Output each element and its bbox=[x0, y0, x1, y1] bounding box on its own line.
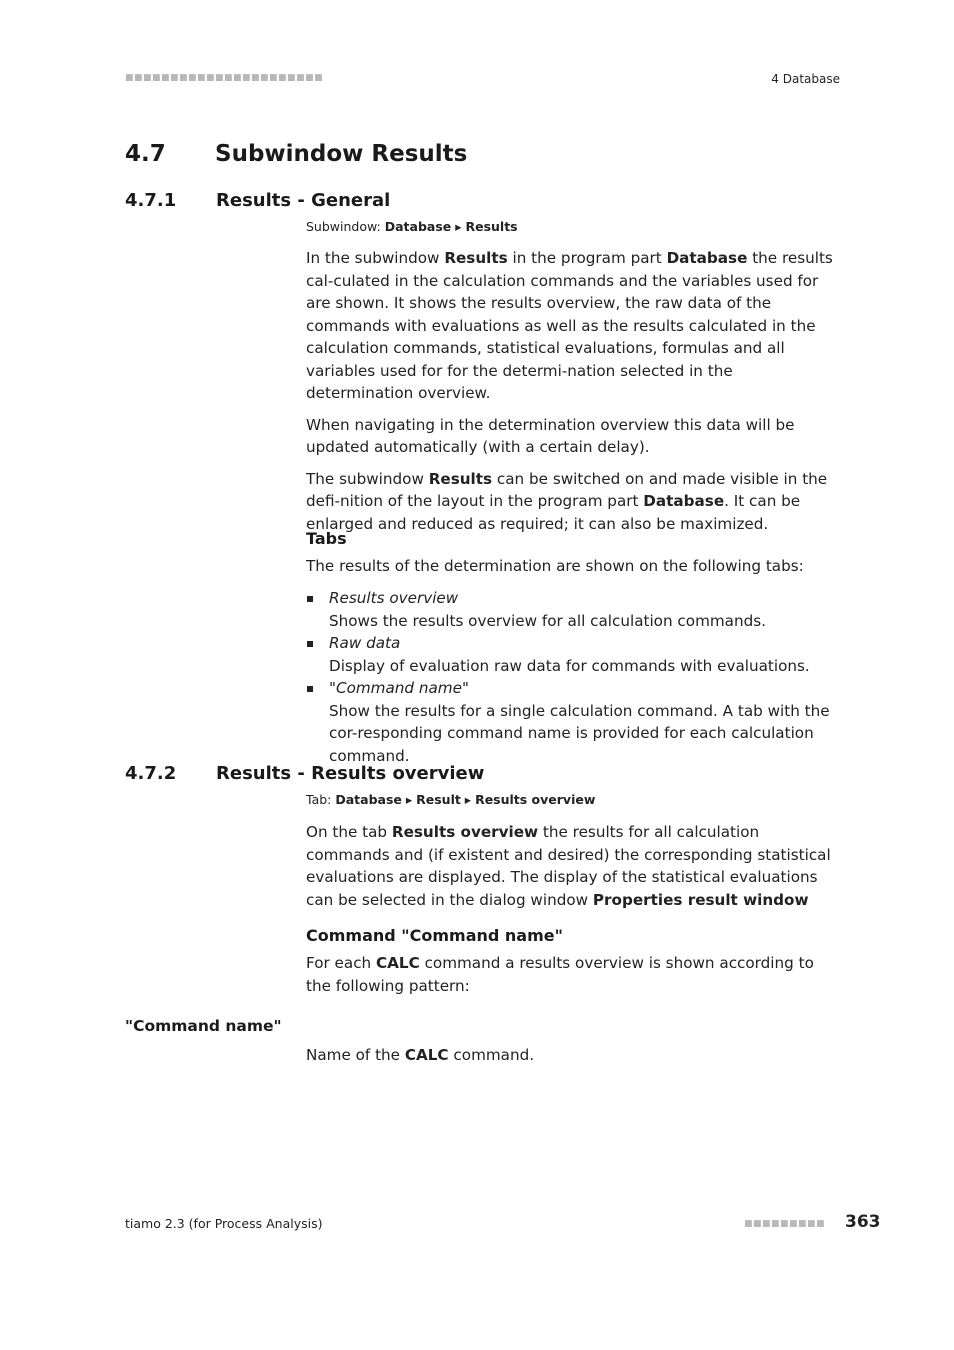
subsection-number: 4.7.1 bbox=[125, 190, 177, 211]
definition-description: Name of the CALC command. bbox=[306, 1046, 535, 1064]
bullet-square-icon bbox=[307, 686, 313, 692]
tabs-intro: The results of the determination are shown on the following tabs: bbox=[306, 557, 804, 575]
command-name-heading: Command "Command name" bbox=[306, 926, 563, 945]
breadcrumb-prefix: Tab: bbox=[306, 792, 336, 807]
running-header-chapter: 4 Database bbox=[771, 72, 840, 86]
definition-term: "Command name" bbox=[125, 1017, 282, 1035]
command-name-paragraph: For each CALC command a results overview is shown according to the following pattern: bbox=[306, 954, 814, 995]
results-overview-body bbox=[306, 821, 842, 911]
breadcrumb-database: Database bbox=[335, 792, 402, 807]
tab-description: Shows the results overview for all calculation commands. bbox=[329, 611, 766, 630]
section-title: Subwindow Results bbox=[215, 141, 468, 167]
list-item bbox=[306, 632, 846, 677]
tab-description: Show the results for a single calculation command. A tab with the cor-responding command name is provided for each calculation command. bbox=[329, 701, 830, 765]
subsection-heading-results-overview bbox=[125, 763, 484, 784]
breadcrumb-database: Database bbox=[384, 219, 452, 234]
footer-decoration: ■■■■■■■■■ bbox=[744, 1219, 826, 1229]
breadcrumb-results: Results bbox=[465, 219, 518, 234]
breadcrumb-prefix: Subwindow: bbox=[306, 219, 385, 234]
general-paragraph-1: In the subwindow Results in the program part Database the results cal-culated in the calculation commands and the variables used for are shown. It shows the results overview, the raw data of the commands with evaluations as well as the results calculated in the calculation commands, statistical evaluations, formulas and all variables used for for the determi-nation selected in the determination overview. bbox=[306, 249, 833, 402]
footer-product: tiamo 2.3 (for Process Analysis) bbox=[125, 1216, 323, 1231]
section-number: 4.7 bbox=[125, 141, 166, 167]
section-heading bbox=[125, 141, 467, 167]
breadcrumb-tab bbox=[306, 792, 595, 807]
breadcrumb-separator: ▸ bbox=[451, 219, 466, 234]
breadcrumb-subwindow bbox=[306, 219, 518, 234]
breadcrumb-separator: ▸ bbox=[460, 792, 476, 807]
subsection-number: 4.7.2 bbox=[125, 763, 177, 784]
tab-term: Raw data bbox=[329, 634, 401, 652]
breadcrumb-results-overview: Results overview bbox=[475, 792, 596, 807]
tab-term: Results overview bbox=[329, 589, 459, 607]
subsection-title: Results - General bbox=[216, 190, 391, 211]
subsection-title: Results - Results overview bbox=[216, 763, 485, 784]
tab-term: "Command name" bbox=[329, 679, 469, 697]
breadcrumb-separator: ▸ bbox=[401, 792, 417, 807]
general-paragraph-2: When navigating in the determination overview this data will be updated automatically (with a certain delay). bbox=[306, 415, 795, 456]
tabs-list bbox=[306, 587, 846, 767]
results-overview-paragraph: On the tab Results overview the results for all calculation commands and (if existent and desired) the corresponding statistical evaluations are displayed. The display of the statistical evaluations can be selected in the dialog window Properties result window bbox=[306, 823, 831, 909]
general-paragraph-3: The subwindow Results can be switched on and made visible in the defi-nition of the layout in the program part Database. It can be enlarged and reduced as required; it can also be maximized. bbox=[306, 469, 828, 533]
breadcrumb-result: Result bbox=[416, 792, 461, 807]
header-decoration: ■■■■■■■■■■■■■■■■■■■■■■ bbox=[125, 73, 324, 83]
bullet-square-icon bbox=[307, 596, 313, 602]
page-number: 363 bbox=[845, 1212, 881, 1232]
general-body bbox=[306, 247, 842, 535]
bullet-square-icon bbox=[307, 641, 313, 647]
tabs-heading: Tabs bbox=[306, 529, 347, 548]
tab-description: Display of evaluation raw data for commands with evaluations. bbox=[329, 656, 810, 675]
list-item bbox=[306, 587, 846, 632]
subsection-heading-general bbox=[125, 190, 390, 211]
list-item bbox=[306, 677, 846, 767]
